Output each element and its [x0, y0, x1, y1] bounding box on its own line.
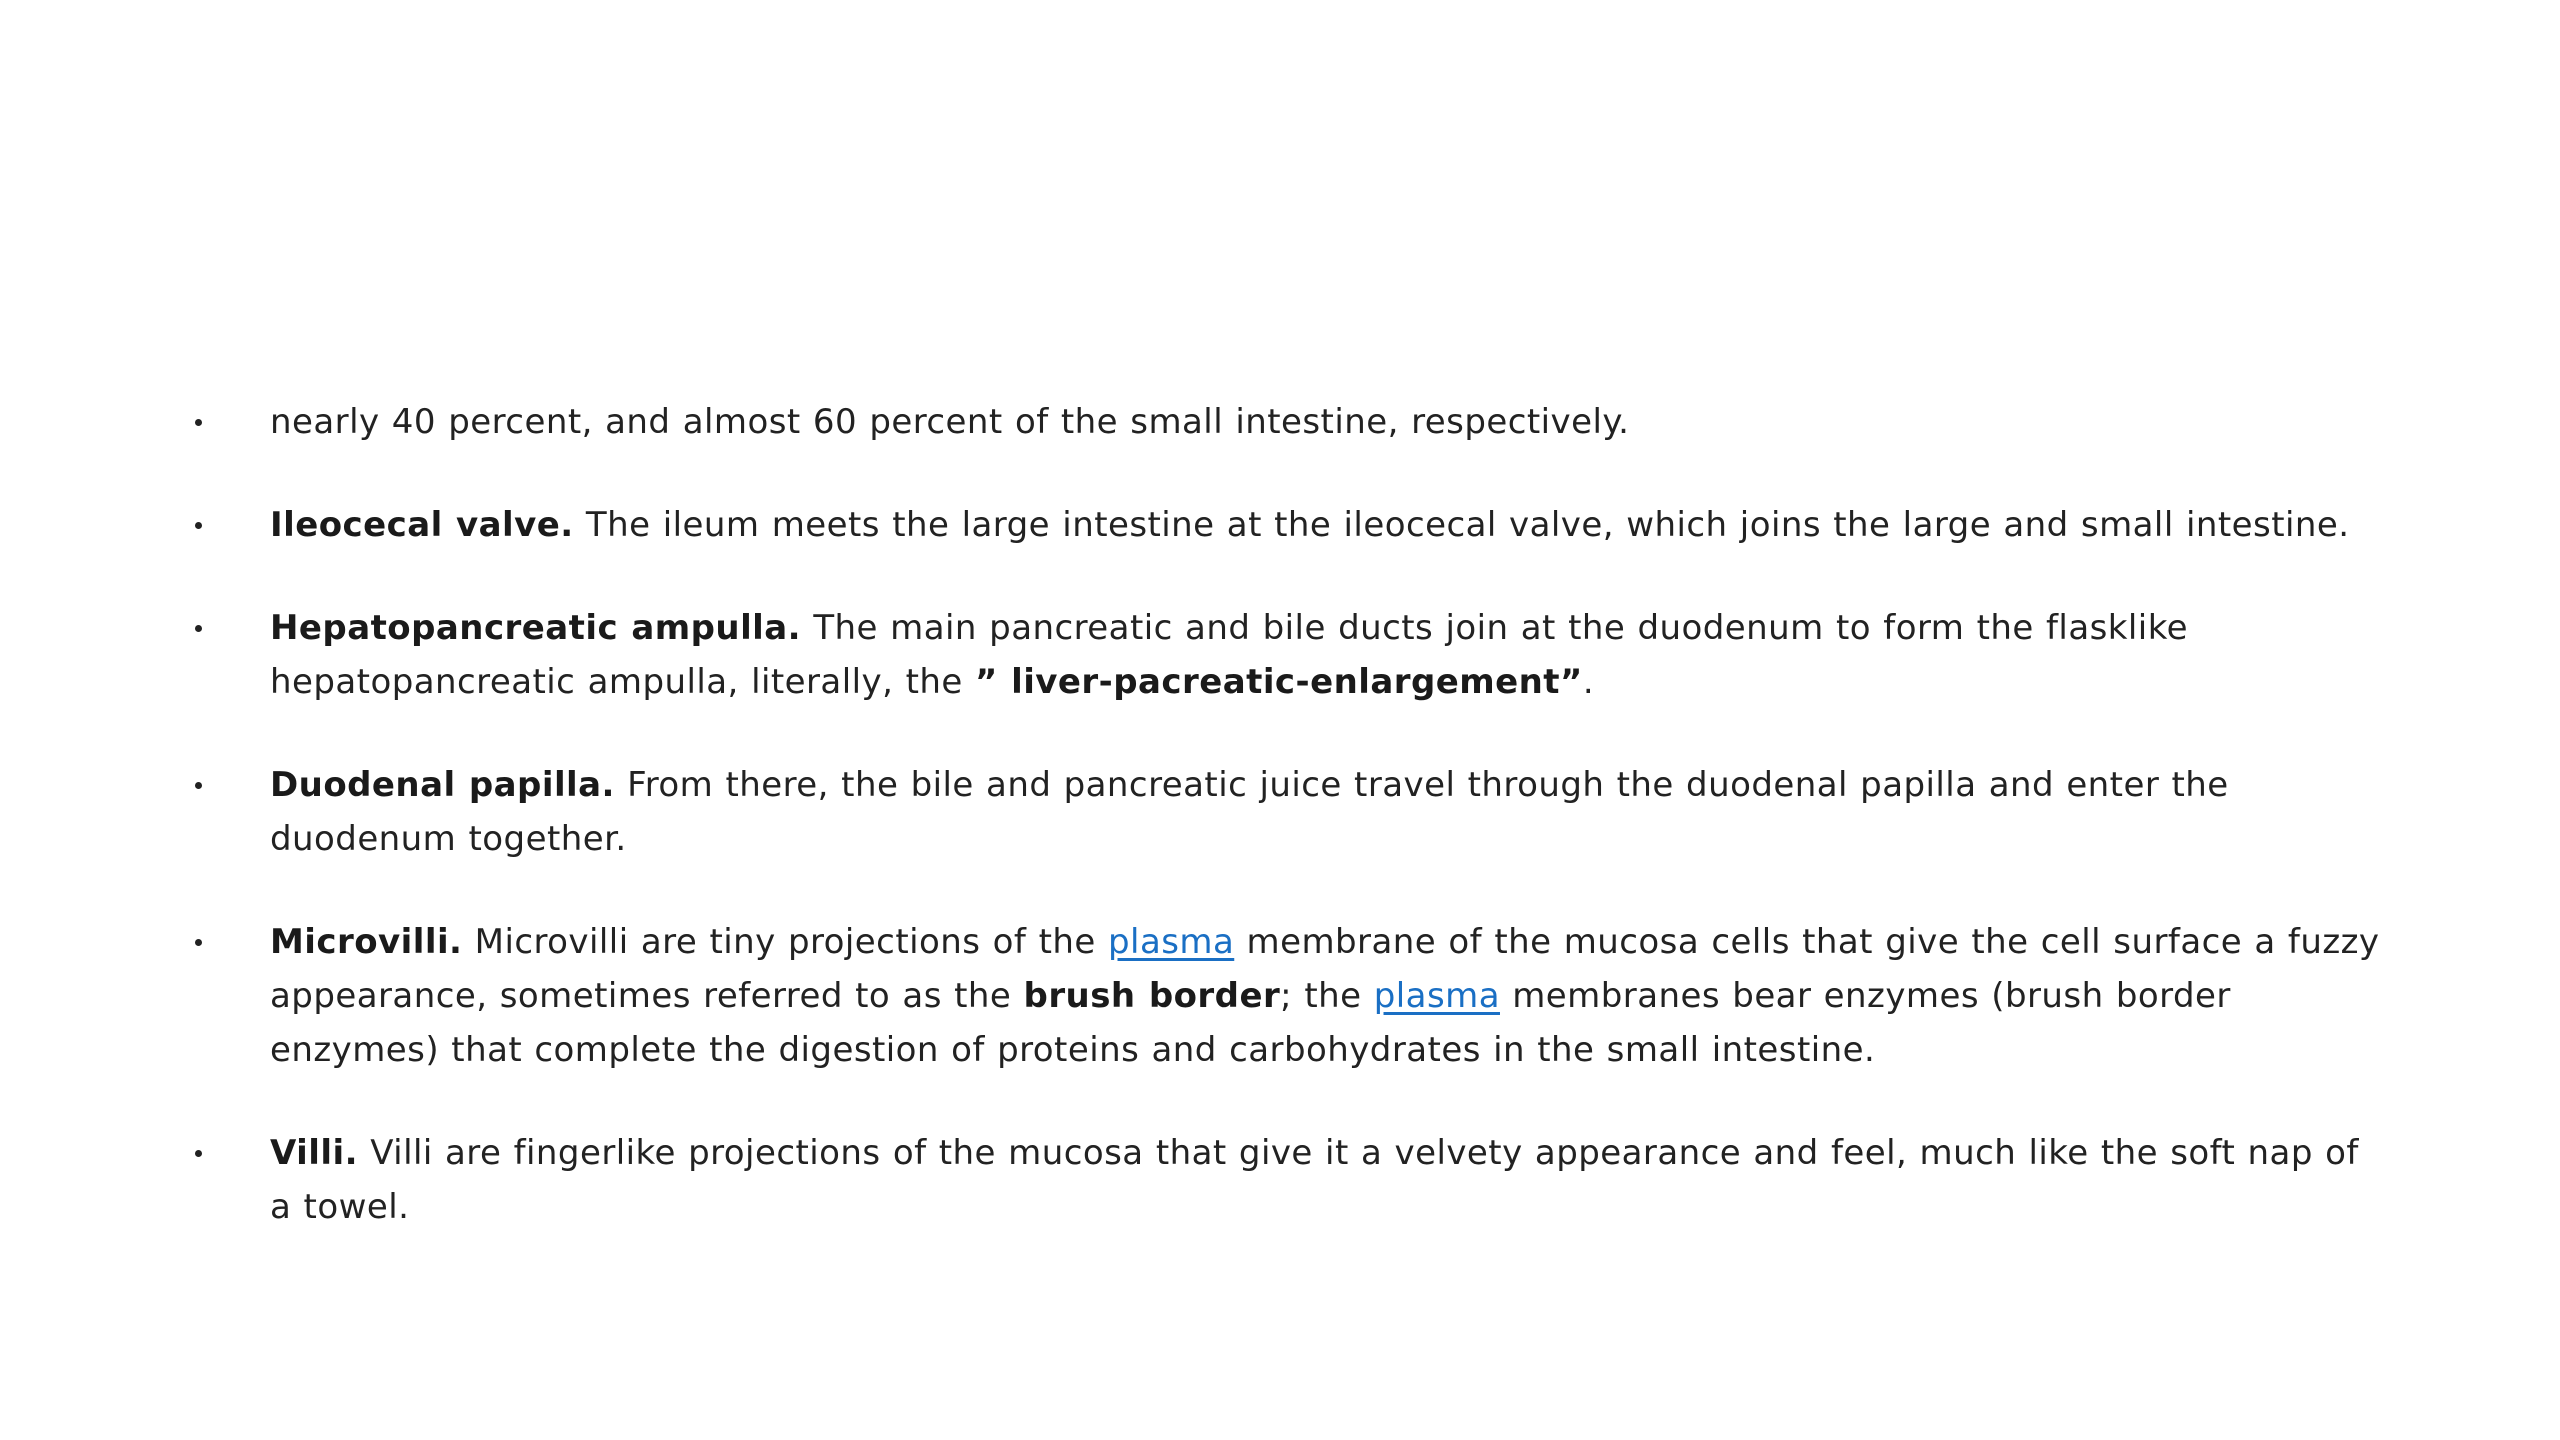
- bullet-icon: [195, 939, 202, 946]
- list-item: [190, 915, 2380, 1077]
- item-text: The main pancreatic and bile ducts join at the duodenum to form the flasklike hepatopancreatic ampulla, literally, the: [270, 608, 2188, 702]
- list-item: [190, 1126, 2380, 1234]
- item-text: membrane of the mucosa cells that give the cell surface a fuzzy appearance, sometimes referred to as the: [270, 922, 2380, 1016]
- plasma-link[interactable]: plasma: [1373, 976, 1500, 1016]
- list-item: [190, 758, 2380, 866]
- bullet-icon: [195, 625, 202, 632]
- list-item: [190, 601, 2380, 709]
- bullet-icon: [195, 1150, 202, 1157]
- list-item: [190, 395, 2380, 449]
- item-text: From there, the bile and pancreatic juice travel through the duodenal papilla and enter the duodenum together.: [270, 765, 2229, 859]
- item-term: Microvilli.: [270, 922, 463, 962]
- bullet-list: [190, 395, 2380, 1283]
- item-text: ; the: [1280, 976, 1374, 1016]
- list-item: [190, 498, 2380, 552]
- item-term: Ileocecal valve.: [270, 505, 574, 545]
- plasma-link[interactable]: plasma: [1108, 922, 1235, 962]
- item-text: Microvilli are tiny projections of the: [462, 922, 1109, 962]
- item-term: Villi.: [270, 1133, 358, 1173]
- bullet-icon: [195, 782, 202, 789]
- item-term: Duodenal papilla.: [270, 765, 615, 805]
- bullet-icon: [195, 522, 202, 529]
- item-text-end: .: [1582, 662, 1595, 702]
- item-text: The ileum meets the large intestine at the ileocecal valve, which joins the large and small intestine.: [573, 505, 2350, 545]
- bullet-icon: [195, 419, 202, 426]
- item-text: Villi are fingerlike projections of the mucosa that give it a velvety appearance and feel, much like the soft nap of a towel.: [270, 1133, 2359, 1227]
- item-text: membranes bear enzymes (brush border enzymes) that complete the digestion of proteins and carbohydrates in the small intestine.: [270, 976, 2231, 1070]
- item-emphasis: brush border: [1023, 976, 1281, 1016]
- item-term: Hepatopancreatic ampulla.: [270, 608, 802, 648]
- item-emphasis: ” liver-pacreatic-enlargement”: [975, 662, 1583, 702]
- item-text: nearly 40 percent, and almost 60 percent of the small intestine, respectively.: [270, 402, 1630, 442]
